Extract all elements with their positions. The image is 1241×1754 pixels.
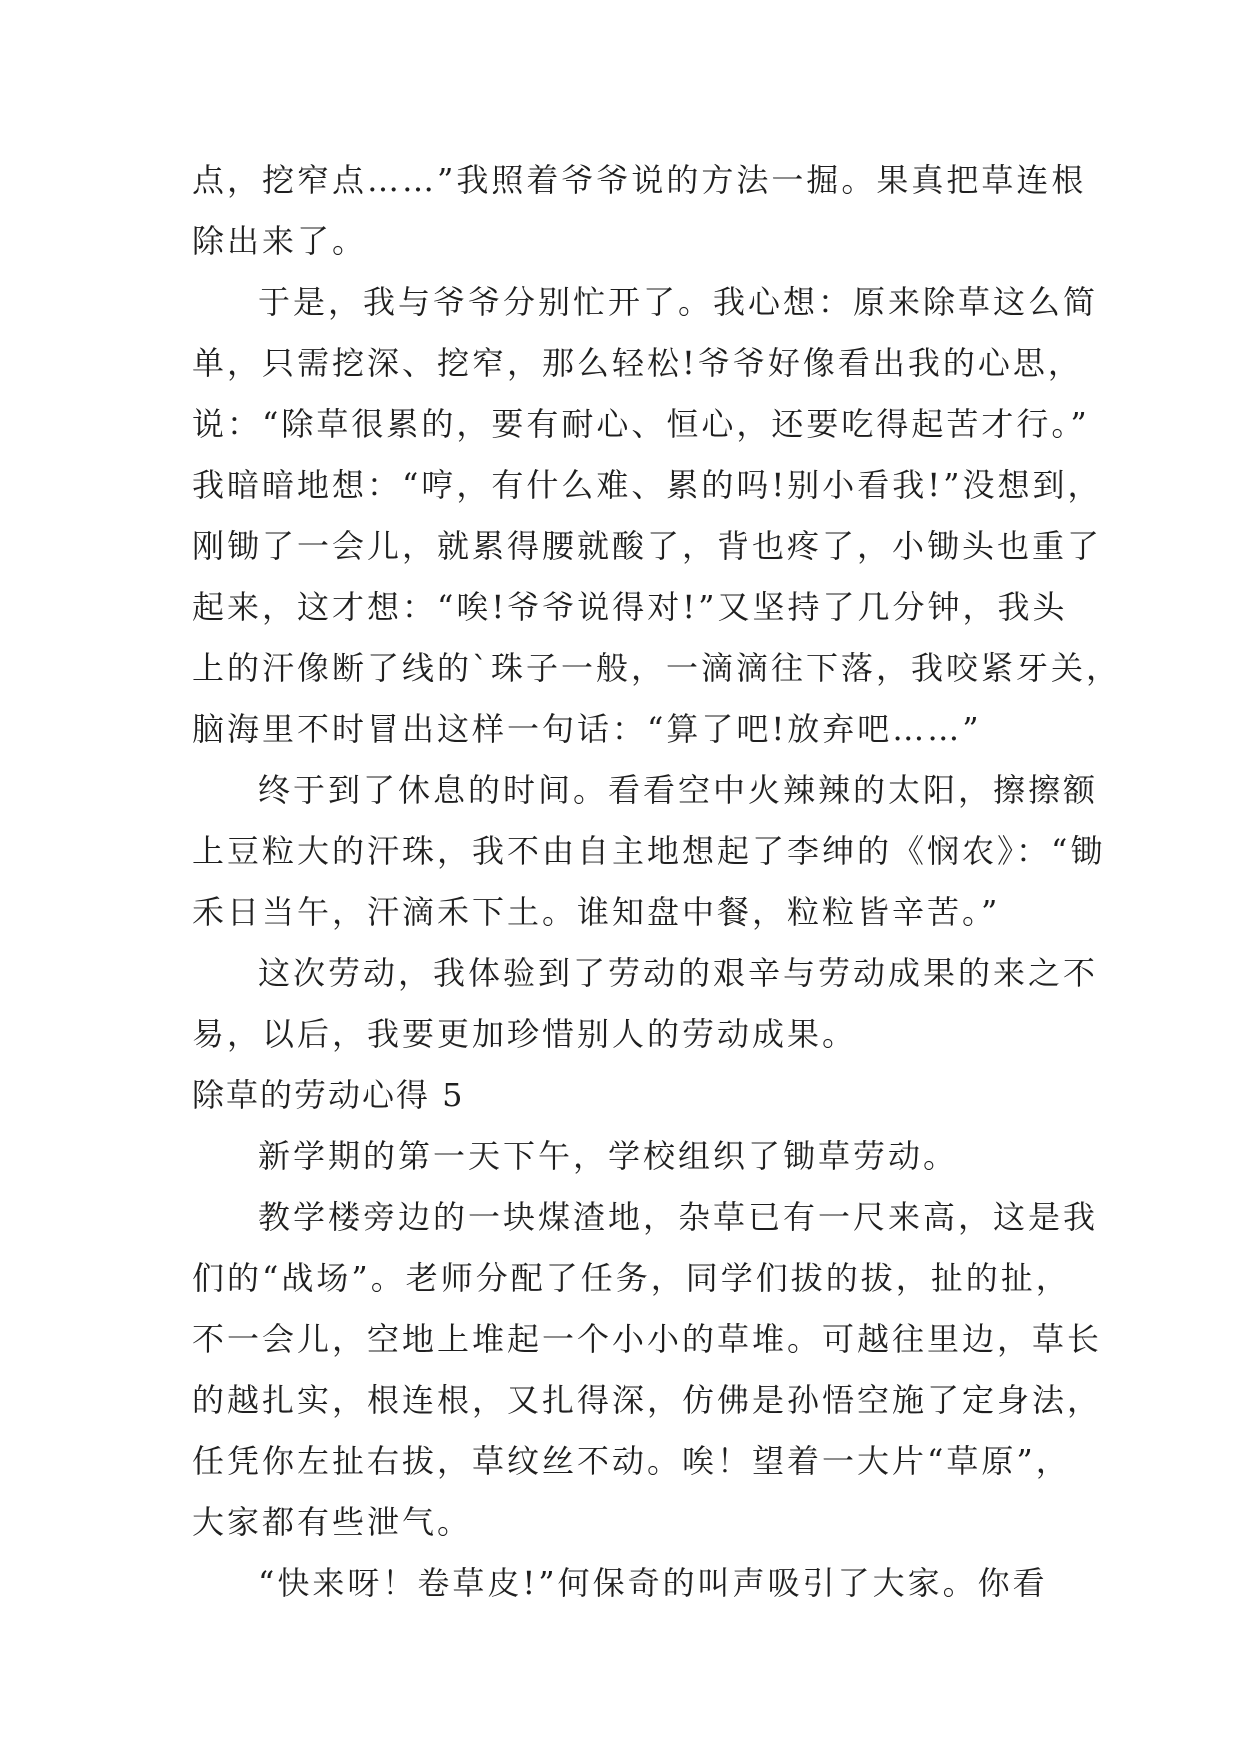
paragraph-start-line: 新学期的第一天下午，学校组织了锄草劳动。	[258, 1137, 959, 1175]
document-body	[192, 150, 1122, 1614]
paragraph-start-line: 这次劳动，我体验到了劳动的艰辛与劳动成果的来之不	[258, 954, 1099, 992]
text-line: 上的汗像断了线的`珠子一般，一滴滴往下落，我咬紧牙关，	[192, 649, 1122, 687]
text-line: 我暗暗地想：“哼，有什么难、累的吗!别小看我!”没想到，	[192, 466, 1103, 504]
paragraph-start-line: 于是，我与爷爷分别忙开了。我心想：原来除草这么简	[258, 283, 1099, 321]
paragraph-start-line: “快来呀！卷草皮!”何保奇的叫声吸引了大家。你看	[258, 1564, 1048, 1602]
text-line: 单，只需挖深、挖窄，那么轻松!爷爷好像看出我的心思，	[192, 344, 1083, 382]
text-line: 除出来了。	[192, 222, 368, 260]
text-line: 起来，这才想：“唉!爷爷说得对!”又坚持了几分钟，我头	[192, 588, 1068, 626]
text-line: 刚锄了一会儿，就累得腰就酸了，背也疼了，小锄头也重了	[192, 527, 1103, 565]
text-line: 上豆粒大的汗珠，我不由自主地想起了李绅的《悯农》：“锄	[192, 832, 1106, 870]
paragraph-start-line: 教学楼旁边的一块煤渣地，杂草已有一尺来高，这是我	[258, 1198, 1099, 1236]
section-heading: 除草的劳动心得 5	[192, 1076, 465, 1114]
text-line: 们的“战场”。老师分配了任务，同学们拔的拔，扯的扯，	[192, 1259, 1071, 1297]
text-line: 易，以后，我要更加珍惜别人的劳动成果。	[192, 1015, 858, 1053]
text-line: 的越扎实，根连根，又扎得深，仿佛是孙悟空施了定身法，	[192, 1381, 1103, 1419]
text-line: 说：“除草很累的，要有耐心、恒心，还要吃得起苦才行。”	[192, 405, 1090, 443]
text-line: 任凭你左扯右拔，草纹丝不动。唉！望着一大片“草原”，	[192, 1442, 1071, 1480]
text-line: 点，挖窄点……”我照着爷爷说的方法一掘。果真把草连根	[192, 161, 1087, 199]
text-line: 脑海里不时冒出这样一句话：“算了吧!放弃吧……”	[192, 710, 982, 748]
text-line: 大家都有些泄气。	[192, 1503, 473, 1541]
text-line: 不一会儿，空地上堆起一个小小的草堆。可越往里边，草长	[192, 1320, 1103, 1358]
paragraph-start-line: 终于到了休息的时间。看看空中火辣辣的太阳，擦擦额	[258, 771, 1099, 809]
text-line: 禾日当午，汗滴禾下土。谁知盘中餐，粒粒皆辛苦。”	[192, 893, 1001, 931]
